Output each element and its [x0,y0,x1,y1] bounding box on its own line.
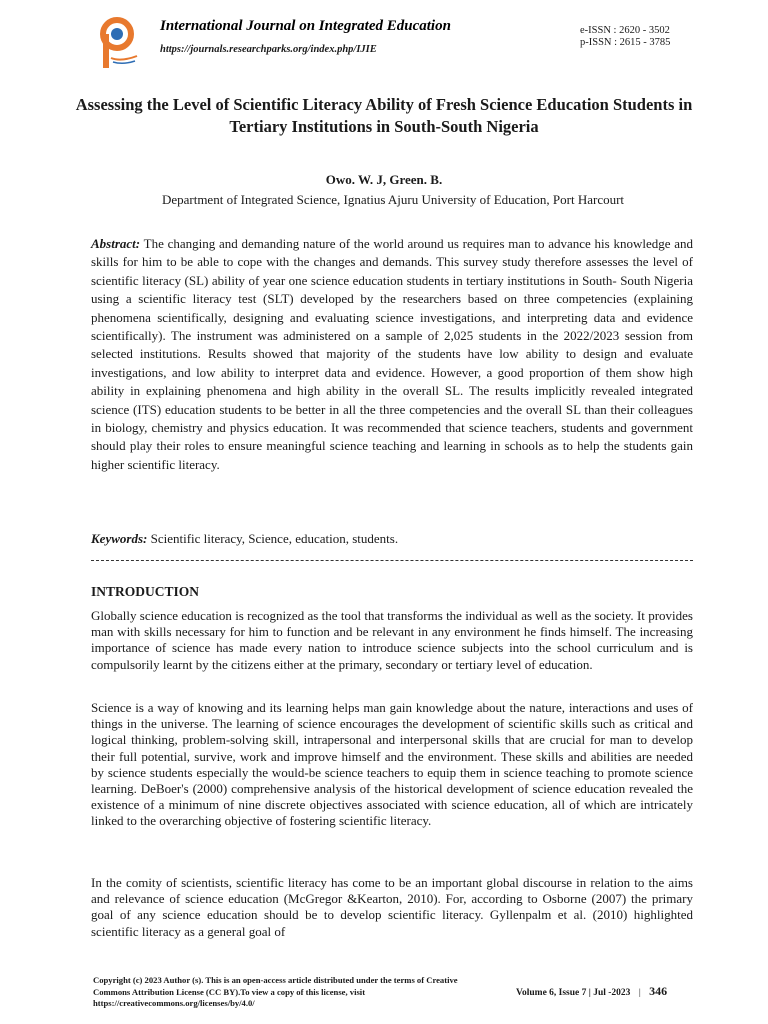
abstract-label: Abstract: [91,236,141,251]
abstract-text: The changing and demanding nature of the world around us requires man to advance his knowledge and skills for him to be able to cope with the changes and demands. This survey study therefore assesses the level of scientific literacy (SL) ability of year one science education students in tertiary institutions in South- South Nigeria using a scientific literacy test (SLT) developed by the researchers based on three competencies (explaining phenomena scientifically, designing and evaluating science investigations, and interpreting data and evidence scientifically). The instrument was administered on a sample of 2,025 students in the 2022/2023 session from selected institutions. Results showed that majority of the students have low ability to design and evaluate investigations, and low ability to interpret data and evidence. However, a good proportion of them show high ability in explaining phenomena and high ability in the overall SL. The results implicitly revealed integrated science (ITS) education students to be better in all the three competencies and the overall SL than their colleagues in biology, chemistry and physics education. It was recommended that science teachers, students and government should play their roles to ensure meaningful science teaching and learning in schools as to help the students gain higher scientific literacy. [91,236,694,472]
paper-title: Assessing the Level of Scientific Literacy Ability of Fresh Science Education Students in Tertiary Institutions in South-South Nigeria [75,95,693,136]
volume-info [516,984,667,999]
volume-text: Volume 6, Issue 7 | Jul -2023 [516,988,631,998]
section-separator [91,560,693,562]
keywords [91,530,693,548]
issn-block [580,25,670,49]
copyright-notice: Copyright (c) 2023 Author (s). This is an open-access article distributed under the terms of Creative Commons Attribution License (CC BY).To view a copy of this license, visit https://creativecommons.org/licenses/by/4.0/ [93,975,458,1008]
footer-separator: | [638,988,641,998]
journal-logo-icon [97,14,141,74]
keywords-text: Scientific literacy, Science, education, students. [150,531,399,546]
journal-title: International Journal on Integrated Education [160,18,451,34]
eissn: e-ISSN : 2620 - 3502 [580,25,670,36]
page-number: 346 [649,984,668,998]
journal-url-link[interactable]: https://journals.researchparks.org/index.php/IJIE [160,44,377,55]
keywords-label: Keywords: [91,531,148,546]
abstract [91,235,693,474]
introduction-paragraph: In the comity of scientists, scientific literacy has come to be an important global discourse in relation to the aims and relevance of science education (McGregor &Kearton, 2010). For, according to Osborne (2007) the primary goal of any science education should be to develop scientific literacy. Gyllenpalm et al. (2010) highlighted scientific literacy as a general goal of [91,875,693,939]
affiliation: Department of Integrated Science, Ignatius Ajuru University of Education, Port Harcourt [161,192,625,207]
introduction-heading: INTRODUCTION [91,584,200,599]
introduction-paragraph: Science is a way of knowing and its learning helps man gain knowledge about the nature, interactions and uses of things in the universe. The learning of science encourages the development of scientific skills such as critical and logical thinking, problem-solving skill, intrapersonal and interpersonal skills that are crucial for man to develop their full potential, survive, work and improve himself and the environment. These skills and abilities are needed by science students especially the would-be science teachers to equip them in science teaching to promote science learning. DeBoer's (2000) comprehensive analysis of the historical development of science education revealed the existence of a minimum of nine discrete objectives associated with science education, all of which are intricately linked to the overarching objective of fostering scientific literacy. [91,700,693,829]
introduction-paragraph: Globally science education is recognized as the tool that transforms the individual as well as the society. It provides man with skills necessary for him to function and be relevant in any environment he finds himself. The increasing importance of science has made every nation to introduce science subjects into the school curriculum and is compulsorily learnt by the citizens either at the primary, secondary or tertiary level of education. [91,608,693,672]
pissn: p-ISSN : 2615 - 3785 [580,37,671,48]
authors: Owo. W. J, Green. B. [325,172,443,187]
